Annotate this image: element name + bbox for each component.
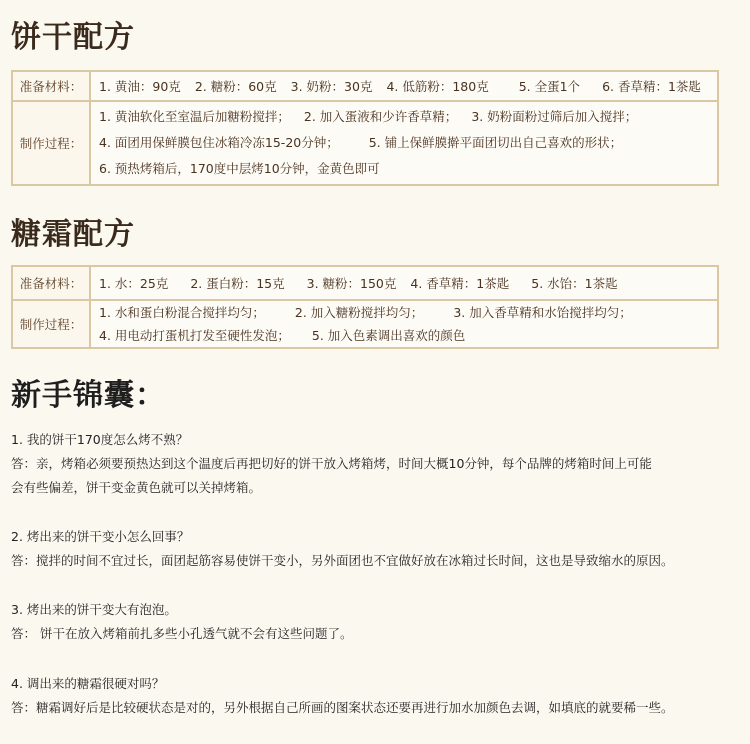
answer: 答：亲，烤箱必须要预热达到这个温度后再把切好的饼干放入烤箱烤，时间大概10分钟，每个品牌的烤箱时间上可能 [11,456,652,471]
cookie-material-item: 5. 全蛋1个 [518,79,581,94]
icing-materials [90,266,718,300]
cookie-process [90,101,718,185]
icing-material-item: 3. 糖粉：150克 [306,276,397,291]
icing-step: 5. 加入色素调出喜欢的颜色 [311,328,466,343]
question: 1. 我的饼干170度怎么烤不熟？ [11,432,189,447]
qa-item [11,600,746,644]
qa-item [11,527,746,571]
icing-step: 1. 水和蛋白粉混合搅拌均匀； [99,305,265,320]
cookie-material-item: 2. 糖粉：60克 [194,79,277,94]
icing-process [90,300,718,348]
qa-item [11,430,746,498]
cookie-materials-label: 准备材料： [12,71,90,101]
answer: 答： 饼干在放入烤箱前扎多些小孔透气就不会有这些问题了。 [11,626,353,641]
answer: 答：搅拌的时间不宜过长，面团起筋容易使饼干变小，另外面团也不宜做好放在冰箱过长时间，这也是导致缩水的原因。 [11,553,674,568]
answer: 会有些偏差，饼干变金黄色就可以关掉烤箱。 [11,480,262,495]
cookie-step: 5. 铺上保鲜膜擀平面团切出自己喜欢的形状； [368,135,623,150]
cookie-recipe-table [11,70,719,186]
icing-process-label: 制作过程： [12,300,90,348]
tips-title: 新手锦囊： [11,378,166,413]
icing-material-item: 2. 蛋白粉：15克 [190,276,285,291]
cookie-material-item: 4. 低筋粉：180克 [386,79,489,94]
cookie-step: 2. 加入蛋液和少许香草精； [303,109,458,124]
cookie-material-item: 1. 黄油：90克 [99,79,181,94]
icing-material-item: 5. 水饴：1茶匙 [531,276,618,291]
cookie-material-item: 6. 香草精：1茶匙 [602,79,701,94]
question: 2. 烤出来的饼干变小怎么回事？ [11,529,190,544]
cookie-material-item: 3. 奶粉：30克 [290,79,373,94]
qa-item [11,674,746,718]
icing-step: 3. 加入香草精和水饴搅拌均匀； [453,305,632,320]
cookie-process-label: 制作过程： [12,101,90,185]
icing-recipe-title: 糖霜配方 [11,217,135,252]
answer: 答：糖霜调好后是比较硬状态是对的，另外根据自己所画的图案状态还要再进行加水加颜色去调，如填底的就要稀一些。 [11,700,674,715]
cookie-step: 4. 面团用保鲜膜包住冰箱冷冻15-20分钟； [99,135,339,150]
icing-material-item: 4. 香草精：1茶匙 [410,276,510,291]
icing-step: 2. 加入糖粉搅拌均匀； [294,305,424,320]
icing-step: 4. 用电动打蛋机打发至硬性发泡； [99,328,290,343]
question: 3. 烤出来的饼干变大有泡泡。 [11,602,177,617]
icing-material-item: 1. 水：25克 [99,276,169,291]
cookie-step: 1. 黄油软化至室温后加糖粉搅拌； [99,109,290,124]
cookie-materials [90,71,718,101]
cookie-recipe-title: 饼干配方 [11,20,135,55]
question: 4. 调出来的糖霜很硬对吗？ [11,676,165,691]
icing-materials-label: 准备材料： [12,266,90,300]
icing-recipe-table [11,265,719,349]
cookie-step: 6. 预热烤箱后，170度中层烤10分钟，金黄色即可 [99,161,380,176]
cookie-step: 3. 奶粉面粉过筛后加入搅拌； [471,109,638,124]
